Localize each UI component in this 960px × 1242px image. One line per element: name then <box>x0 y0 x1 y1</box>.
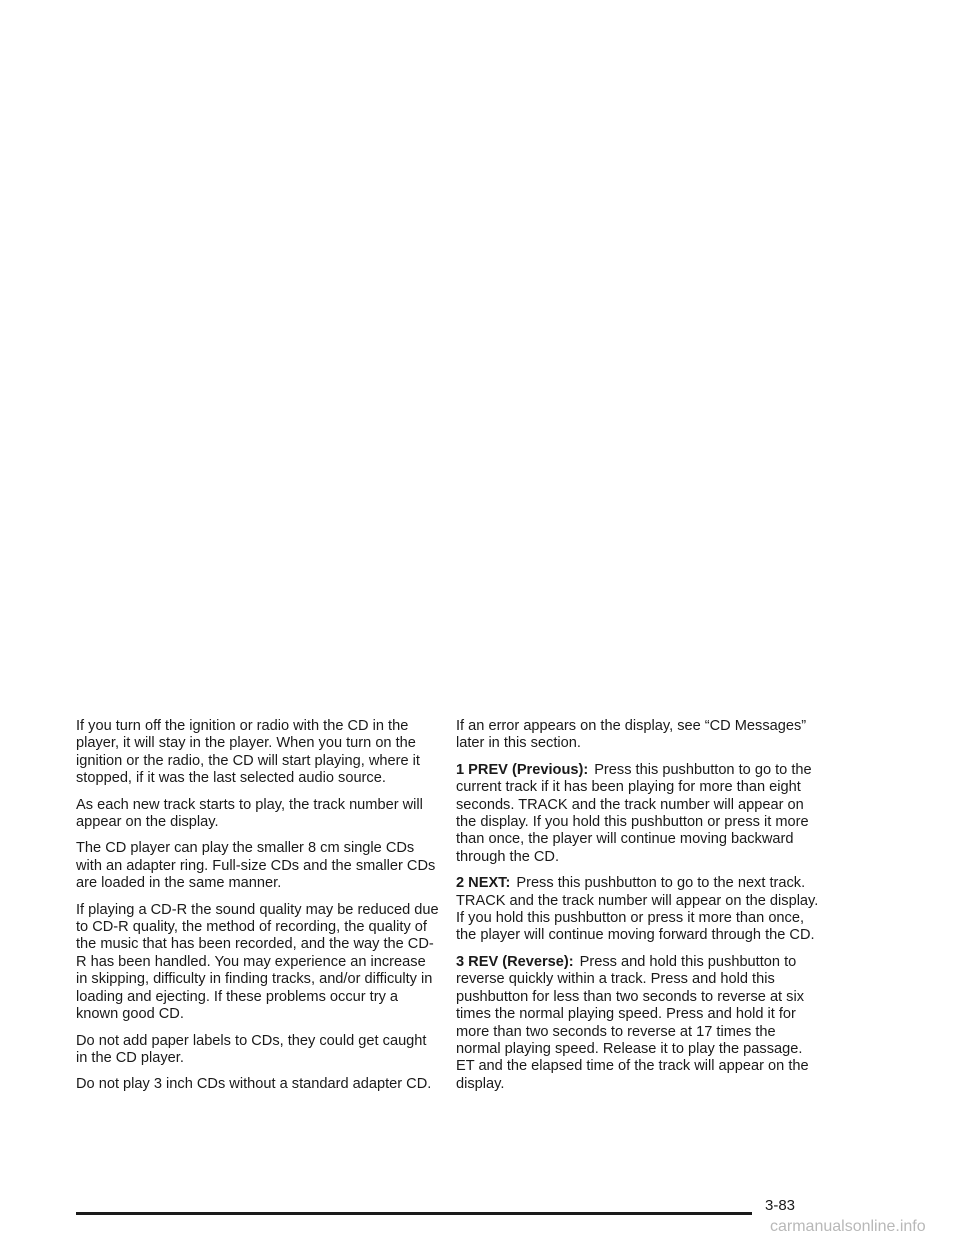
page-number: 3-83 <box>765 1197 796 1214</box>
right-column <box>456 718 822 1102</box>
entry-rev <box>456 954 822 1093</box>
left-column <box>76 718 440 1103</box>
entry-prev-text: Press this pushbutton to go to the current track if it has been playing for more than eight seconds. TRACK and the track number will appear on the display. If you hold this pushbutton or press it more than once, the player will continue moving backward through the CD. <box>456 761 812 865</box>
entry-next <box>456 875 822 945</box>
footer-rule <box>76 1212 752 1215</box>
paragraph-error-intro: If an error appears on the display, see “CD Messages” later in this section. <box>456 718 807 752</box>
paragraph-track-number: As each new track starts to play, the track number will appear on the display. <box>76 796 423 831</box>
entry-next-term: 2 NEXT: <box>456 875 511 892</box>
paragraph-paper-labels: Do not add paper labels to CDs, they could get caught in the CD player. <box>76 1032 427 1066</box>
paragraph-cd-r-quality: If playing a CD-R the sound quality may be reduced due to CD-R quality, the method of recording, the quality of the music that has been recorded, and the way the CD-R has been handled. You may experience an increase in skipping, difficulty in finding tracks, and/or difficulty in loading and ejecting. If these problems occur try a known good CD. <box>76 901 439 1023</box>
entry-rev-text: Press and hold this pushbutton to reverse quickly within a track. Press and hold this pushbutton for less than two seconds to reverse at six times the normal playing speed. Press and hold it for more than two seconds to reverse at 17 times the normal playing speed. Release it to play the passage. ET and the elapsed time of the track will appear on the display. <box>456 953 809 1092</box>
entry-next-text: Press this pushbutton to go to the next track. TRACK and the track number will appear on the display. If you hold this pushbutton or press it more than once, the player will continue moving forward through the CD. <box>456 875 819 944</box>
entry-prev <box>456 762 822 866</box>
watermark: carmanualsonline.info <box>770 1218 926 1235</box>
paragraph-3inch-cds: Do not play 3 inch CDs without a standard adapter CD. <box>76 1076 432 1093</box>
paragraph-ignition-off: If you turn off the ignition or radio with the CD in the player, it will stay in the player. When you turn on the ignition or the radio, the CD will start playing, where it stopped, if it was the last selected audio source. <box>76 718 420 787</box>
entry-rev-term: 3 REV (Reverse): <box>456 953 574 970</box>
paragraph-8cm-cds: The CD player can play the smaller 8 cm single CDs with an adapter ring. Full-size CDs and the smaller CDs are loaded in the same manner. <box>76 840 436 892</box>
entry-prev-term: 1 PREV (Previous): <box>456 761 589 778</box>
